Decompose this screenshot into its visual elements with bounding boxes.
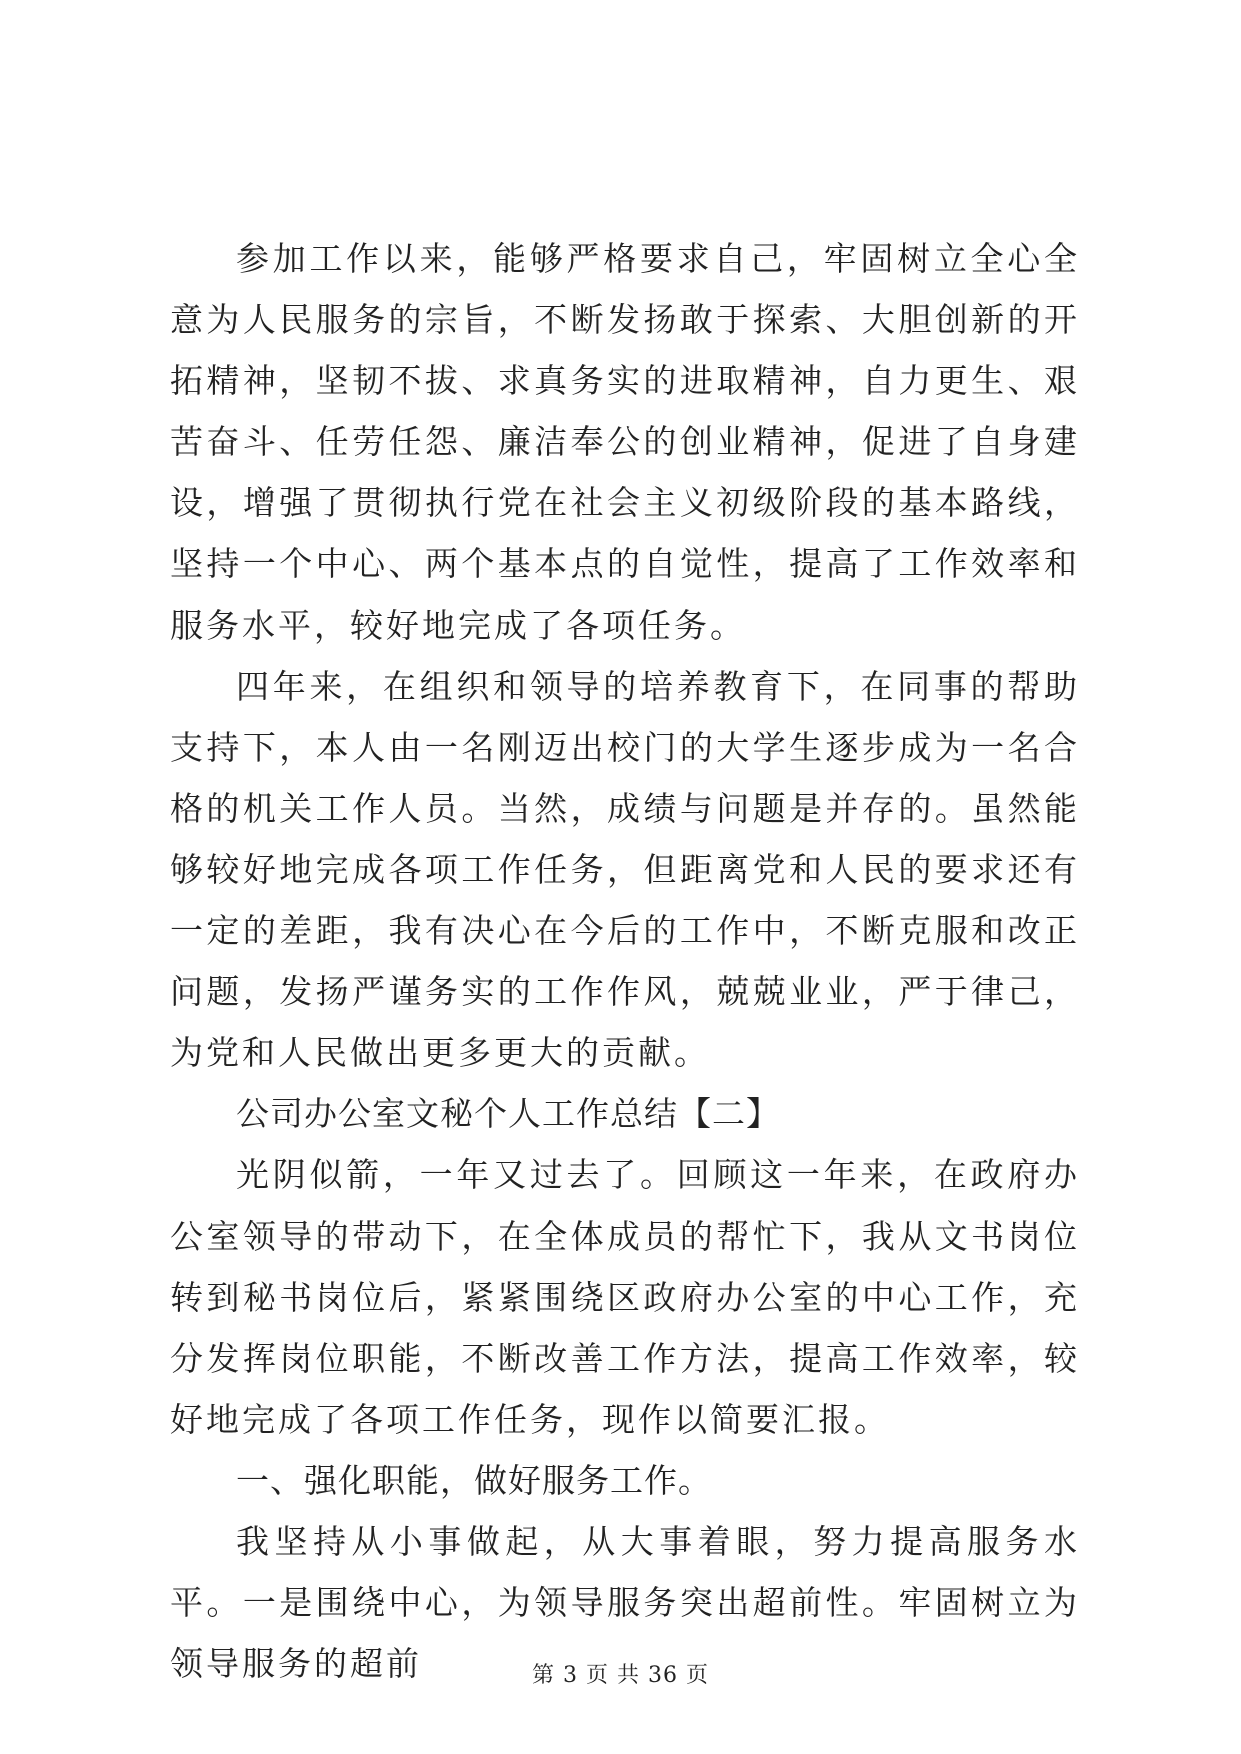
page-number-footer: 第 3 页 共 36 页: [532, 1663, 709, 1688]
paragraph-1: 参加工作以来，能够严格要求自己，牢固树立全心全意为人民服务的宗旨，不断发扬敢于探索、大胆创新的开拓精神，坚韧不拔、求真务实的进取精神，自力更生、艰苦奋斗、任劳任怨、廉洁奉公的创业精神，促进了自身建设，增强了贯彻执行党在社会主义初级阶段的基本路线，坚持一个中心、两个基本点的自觉性，提高了工作效率和服务水平，较好地完成了各项任务。: [170, 239, 1080, 645]
subheading: 一、强化职能，做好服务工作。: [236, 1460, 712, 1500]
document-body: [170, 228, 1080, 1694]
paragraph-2: 四年来，在组织和领导的培养教育下，在同事的帮助支持下，本人由一名刚迈出校门的大学生逐步成为一名合格的机关工作人员。当然，成绩与问题是并存的。虽然能够较好地完成各项工作任务，但距离党和人民的要求还有一定的差距，我有决心在今后的工作中，不断克服和改正问题，发扬严谨务实的工作作风，兢兢业业，严于律己，为党和人民做出更多更大的贡献。: [170, 666, 1080, 1073]
paragraph-4: 我坚持从小事做起，从大事着眼，努力提高服务水平。一是围绕中心，为领导服务突出超前性。牢固树立为领导服务的超前: [170, 1521, 1080, 1684]
paragraph-3: 光阴似箭，一年又过去了。回顾这一年来，在政府办公室领导的带动下，在全体成员的帮忙下，我从文书岗位转到秘书岗位后，紧紧围绕区政府办公室的中心工作，充分发挥岗位职能，不断改善工作方法，提高工作效率，较好地完成了各项工作任务，现作以简要汇报。: [170, 1155, 1080, 1439]
section-title: 公司办公室文秘个人工作总结【二】: [236, 1094, 780, 1134]
